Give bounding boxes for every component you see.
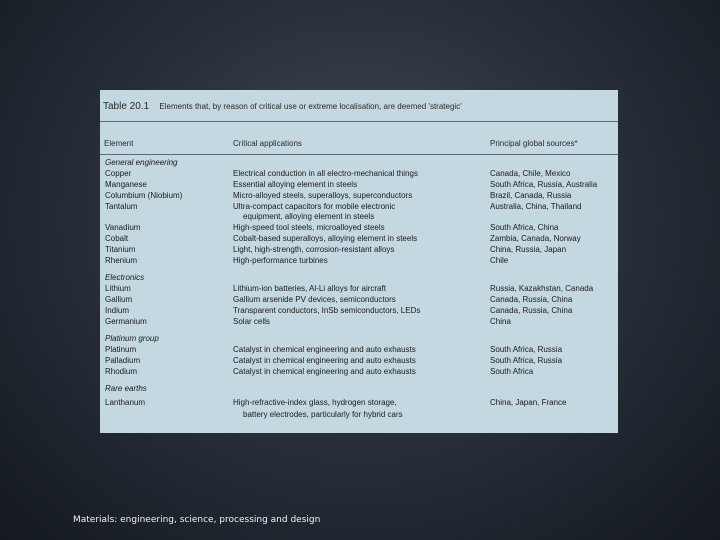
group-heading: Electronics [105,273,145,282]
table-caption-text: Elements that, by reason of critical use or extreme localisation, are deemed 'strategic' [159,102,462,111]
sources-cell: Chile [490,256,509,265]
table-number: Table 20.1 [103,101,150,112]
element-cell: Lithium [105,284,131,293]
element-cell: Vanadium [105,223,141,232]
applications-cell: Essential alloying element in steels [233,180,358,189]
sources-cell: South Africa, Russia, Australia [490,180,598,189]
sources-cell: China, Japan, France [490,398,567,407]
table-row [100,366,618,377]
table-row [100,190,618,201]
table-row [100,409,618,420]
element-cell: Tantalum [105,202,138,211]
group-heading-row [100,383,618,394]
group-heading: General engineering [105,158,178,167]
applications-cell: Micro-alloyed steels, superalloys, superconductors [233,191,413,200]
applications-cell: Ultra-compact capacitors for mobile electronic [233,202,396,211]
table-caption [103,101,462,112]
applications-cell: Light, high-strength, corrosion-resistant alloys [233,245,395,254]
sources-cell: Russia, Kazakhstan, Canada [490,284,594,293]
table-row [100,305,618,316]
applications-cell: battery electrodes, particularly for hybrid cars [243,410,403,419]
element-cell: Manganese [105,180,147,189]
element-cell: Copper [105,169,132,178]
group-heading: Rare earths [105,384,147,393]
element-cell: Indium [105,306,130,315]
header-applications: Critical applications [233,139,302,148]
group-heading-row [100,157,618,168]
slide-footer: Materials: engineering, science, processing and design [73,515,321,525]
table-row [100,222,618,233]
top-rule [100,121,618,122]
sources-cell: South Africa, Russia [490,345,563,354]
header-element: Element [104,139,134,148]
element-cell: Cobalt [105,234,129,243]
sources-cell: South Africa [490,367,534,376]
applications-cell: Catalyst in chemical engineering and auto exhausts [233,345,416,354]
applications-cell: Lithium-ion batteries, Al-Li alloys for aircraft [233,284,386,293]
sources-cell: Canada, Russia, China [490,295,573,304]
sources-cell: Brazil, Canada, Russia [490,191,572,200]
sources-cell: South Africa, Russia [490,356,563,365]
strategic-elements-table [100,90,618,433]
applications-cell: Catalyst in chemical engineering and auto exhausts [233,356,416,365]
element-cell: Titanium [105,245,136,254]
applications-cell: Cobalt-based superalloys, alloying element in steels [233,234,418,243]
table-row [100,179,618,190]
element-cell: Gallium [105,295,133,304]
table-row [100,168,618,179]
sources-cell: Canada, Chile, Mexico [490,169,571,178]
sources-cell: Australia, China, Thailand [490,202,582,211]
element-cell: Rhenium [105,256,138,265]
table-row [100,255,618,266]
table-row [100,316,618,327]
group-heading-row [100,333,618,344]
applications-cell: Catalyst in chemical engineering and auto exhausts [233,367,416,376]
group-heading-row [100,272,618,283]
table-row [100,283,618,294]
table-row [100,344,618,355]
applications-cell: Electrical conduction in all electro-mechanical things [233,169,418,178]
table-row [100,211,618,222]
applications-cell: Transparent conductors, InSb semiconductors, LEDs [233,306,421,315]
element-cell: Platinum [105,345,137,354]
group-heading: Platinum group [105,334,159,343]
element-cell: Rhodium [105,367,138,376]
header-rule [100,154,618,155]
applications-cell: equipment, alloying element in steels [243,212,375,221]
table-row [100,355,618,366]
element-cell: Lanthanum [105,398,146,407]
applications-cell: Gallium arsenide PV devices, semiconductors [233,295,396,304]
sources-cell: China [490,317,511,326]
table-row [100,244,618,255]
header-sources: Principal global sources* [490,139,578,148]
applications-cell: High-speed tool steels, microalloyed steels [233,223,385,232]
table-row [100,397,618,408]
element-cell: Germanium [105,317,147,326]
element-cell: Palladium [105,356,141,365]
sources-cell: South Africa, China [490,223,559,232]
table-row [100,294,618,305]
applications-cell: Solar cells [233,317,270,326]
table-row [100,233,618,244]
sources-cell: Zambia, Canada, Norway [490,234,581,243]
applications-cell: High-performance turbines [233,256,328,265]
element-cell: Columbium (Niobium) [105,191,183,200]
sources-cell: China, Russia, Japan [490,245,567,254]
applications-cell: High-refractive-index glass, hydrogen storage, [233,398,397,407]
sources-cell: Canada, Russia, China [490,306,573,315]
